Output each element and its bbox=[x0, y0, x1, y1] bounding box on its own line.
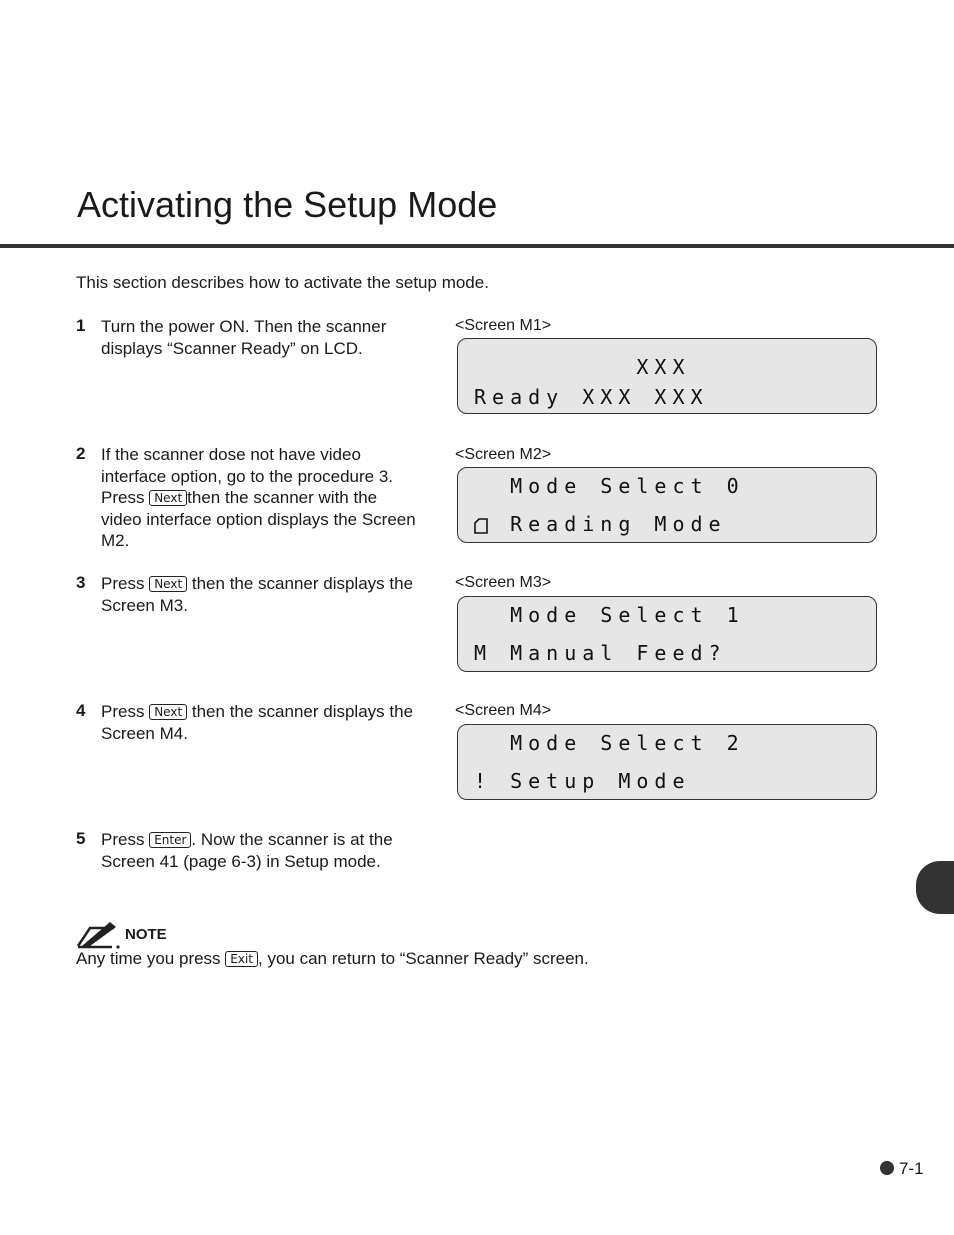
step-number: 4 bbox=[76, 701, 86, 720]
step-number: 5 bbox=[76, 829, 86, 848]
note-text bbox=[76, 949, 589, 969]
screen-label: <Screen M3> bbox=[455, 574, 552, 591]
screen-label: <Screen M4> bbox=[455, 702, 552, 719]
intro-text: This section describes how to activate the setup mode. bbox=[76, 273, 489, 292]
lcd-line-1: Mode Select 0 bbox=[474, 474, 745, 498]
step-number: 1 bbox=[76, 316, 86, 335]
step-1-text: Turn the power ON. Then the scanner displays “Scanner Ready” on LCD. bbox=[101, 317, 387, 358]
step-number: 2 bbox=[76, 444, 86, 463]
lcd-screen-m2 bbox=[457, 467, 877, 543]
step-3-text-after: then the scanner displays the Screen M3. bbox=[101, 574, 414, 615]
lcd-screen-m4 bbox=[457, 724, 877, 800]
enter-key: Enter bbox=[149, 832, 191, 848]
lcd-line-2: Reading Mode bbox=[474, 512, 727, 536]
step-text bbox=[101, 829, 421, 872]
lcd-line-1: Mode Select 2 bbox=[474, 731, 745, 755]
lcd-line-2: Ready XXX XXX bbox=[474, 385, 709, 409]
screen-label: <Screen M1> bbox=[455, 317, 552, 334]
note-label: NOTE bbox=[125, 926, 167, 943]
page-number bbox=[880, 1159, 924, 1179]
note-text-after: , you can return to “Scanner Ready” screen. bbox=[258, 949, 589, 968]
page-title: Activating the Setup Mode bbox=[77, 184, 498, 225]
next-key: Next bbox=[149, 576, 187, 592]
screen-label: <Screen M2> bbox=[455, 446, 552, 463]
step-text bbox=[101, 573, 421, 616]
step-4-text-before: Press bbox=[101, 702, 150, 721]
lcd-line-2: M Manual Feed? bbox=[474, 641, 727, 665]
step-2-text-before: If the scanner dose not have video interface option, go to the procedure 3. Press bbox=[101, 445, 394, 507]
lcd-line-2: ! Setup Mode bbox=[474, 769, 691, 793]
lcd-line-1: Mode Select 1 bbox=[474, 603, 745, 627]
step-5-text-before: Press bbox=[101, 830, 150, 849]
exit-key: Exit bbox=[225, 951, 258, 967]
step-5-text-after: . Now the scanner is at the Screen 41 (page 6-3) in Setup mode. bbox=[101, 830, 393, 871]
step-text bbox=[101, 316, 421, 359]
next-key: Next bbox=[149, 704, 187, 720]
page-number-text: 7-1 bbox=[899, 1159, 924, 1178]
bullet-icon bbox=[880, 1161, 894, 1175]
lcd-screen-m3 bbox=[457, 596, 877, 672]
lcd-line-1: XXX bbox=[474, 355, 691, 379]
step-3-text-before: Press bbox=[101, 574, 150, 593]
step-2-text-after: then the scanner with the video interface option displays the Screen M2. bbox=[101, 488, 416, 550]
note-text-before: Any time you press bbox=[76, 949, 226, 968]
step-4-text-after: then the scanner displays the Screen M4. bbox=[101, 702, 414, 743]
lcd-screen-m1 bbox=[457, 338, 877, 414]
chapter-tab bbox=[916, 861, 954, 914]
next-key: Next bbox=[149, 490, 187, 506]
step-text bbox=[101, 444, 421, 552]
step-number: 3 bbox=[76, 573, 86, 592]
pencil-note-icon bbox=[76, 920, 122, 950]
title-rule bbox=[0, 244, 954, 248]
step-text bbox=[101, 701, 421, 744]
